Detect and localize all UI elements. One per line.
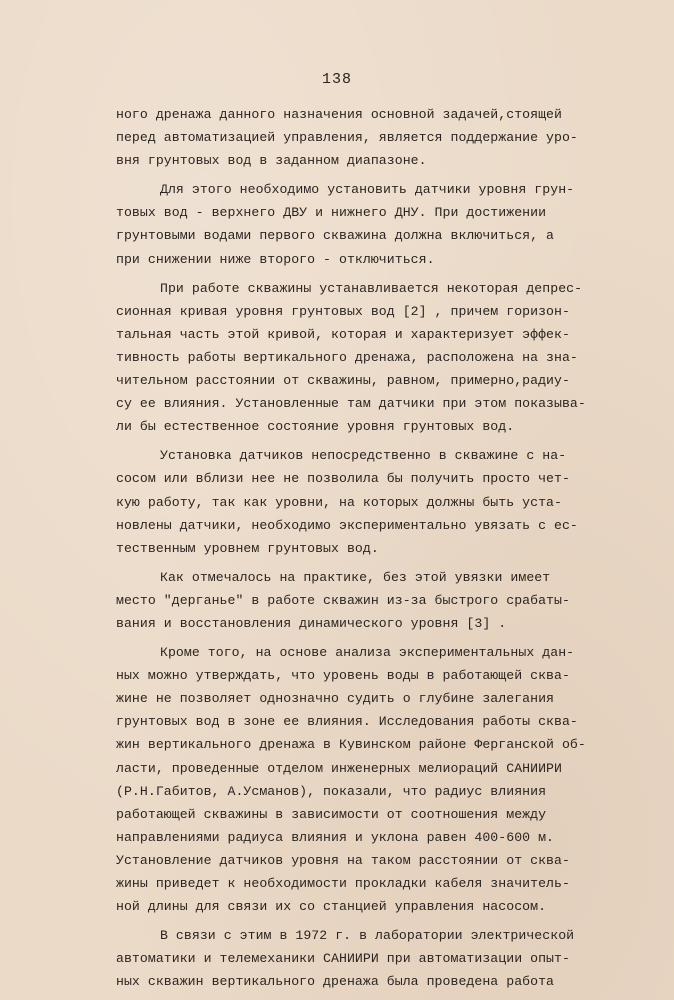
text-line: грунтовыми водами первого скважина должна включиться, а — [116, 228, 555, 244]
text-line: тальная часть этой кривой, которая и характеризует эффек- — [116, 326, 570, 342]
text-line: су ее влияния. Установленные там датчики при этом показыва- — [116, 396, 586, 412]
text-line: ных скважин вертикального дренажа была проведена работа — [116, 974, 555, 990]
text-line: тественным уровнем грунтовых вод. — [116, 540, 379, 556]
paragraph — [116, 178, 596, 270]
text-line: автоматики и телемеханики САНИИРИ при автоматизации опыт- — [116, 951, 570, 967]
text-line: Как отмечалось на практике, без этой увязки имеет — [160, 569, 551, 585]
text-line: ного дренажа данного назначения основной задачей,стоящей — [116, 107, 562, 122]
text-line: ных можно утверждать, что уровень воды в работающей сква- — [116, 668, 570, 684]
text-line: ласти, проведенные отделом инженерных мелиораций САНИИРИ — [116, 760, 562, 776]
text-line: (Р.Н.Габитов, А.Усманов), показали, что радиус влияния — [116, 783, 547, 799]
text-line: новлены датчики, необходимо экспериментально увязать с ес- — [116, 517, 578, 533]
text-line: жине не позволяет однозначно судить о глубине залегания — [116, 691, 555, 707]
page-number: 138 — [321, 71, 352, 88]
text-line: грунтовых вод в зоне ее влияния. Исследования работы сква- — [116, 714, 578, 730]
text-line: сионная кривая уровня грунтовых вод [2] , причем горизон- — [116, 303, 570, 319]
text-line: сосом или вблизи нее не позволила бы получить просто чет- — [116, 471, 570, 487]
text-line: жины приведет к необходимости прокладки кабеля значитель- — [116, 876, 570, 891]
text-line: ли бы естественное состояние уровня грунтовых вод. — [116, 419, 515, 435]
text-line: работающей скважины в зависимости от соотношения между — [116, 806, 547, 822]
paragraph — [116, 924, 596, 993]
text-line: тивность работы вертикального дренажа, расположена на зна- — [116, 349, 578, 365]
text-line: товых вод - верхнего ДВУ и нижнего ДНУ. При достижении — [116, 205, 547, 221]
text-line: вня грунтовых вод в заданном диапазоне. — [116, 153, 427, 169]
text-line: чительном расстоянии от скважины, равном, примерно,радиу- — [116, 373, 570, 389]
text-line: Установление датчиков уровня на таком расстоянии от сква- — [116, 852, 570, 868]
text-line: ной длины для связи их со станцией управления насосом. — [116, 899, 547, 915]
paragraph — [116, 566, 596, 635]
text-line: место "дерганье" в работе скважин из-за быстрого срабаты- — [116, 592, 570, 608]
paragraph — [116, 103, 596, 172]
text-line: При работе скважины устанавливается некоторая депрес- — [160, 280, 583, 296]
text-line: перед автоматизацией управления, является поддержание уро- — [116, 130, 578, 146]
paragraph — [116, 444, 596, 559]
paragraph — [116, 641, 596, 918]
text-line: Установка датчиков непосредственно в скважине с нa- — [160, 448, 567, 464]
text-line: жин вертикального дренажа в Кувинском районе Ферганской об- — [116, 737, 586, 753]
body-text — [116, 103, 596, 993]
text-line: кую работу, так как уровни, на которых должны быть уста- — [116, 494, 562, 510]
text-line: Для этого необходимо установить датчики уровня грун- — [160, 182, 575, 198]
text-line: В связи с этим в 1972 г. в лаборатории электрической — [160, 928, 575, 944]
text-line: при снижении ниже второго - отключиться. — [116, 251, 435, 267]
paragraph — [116, 277, 596, 439]
text-line: направлениями радиуса влияния и уклона равен 400-600 м. — [116, 829, 555, 845]
text-line: вания и восстановления динамического уровня [3] . — [116, 615, 507, 631]
text-line: Кроме того, на основе анализа экспериментальных дан- — [160, 645, 575, 661]
